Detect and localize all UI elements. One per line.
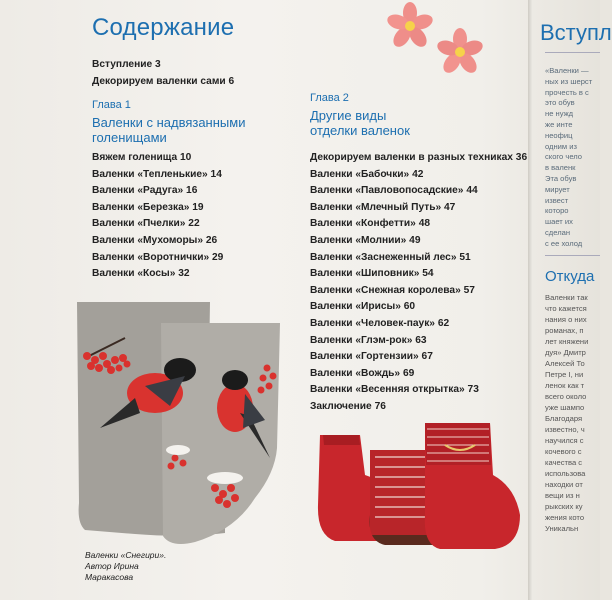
illustration-caption: Валенки «Снегири». Автор Ирина Маракасова bbox=[85, 550, 167, 582]
rubber-boots-crochet-illustration bbox=[315, 415, 525, 555]
felt-boots-bullfinch-illustration bbox=[75, 298, 290, 548]
chapter1-label: Глава 1 bbox=[92, 99, 131, 111]
toc-entry[interactable]: Декорируем валенки в разных техниках 36 bbox=[310, 152, 528, 163]
chapter2-label: Глава 2 bbox=[310, 92, 349, 104]
toc-entry[interactable]: Валенки «Молнии» 49 bbox=[310, 234, 421, 246]
toc-entry[interactable]: Валенки «Тепленькие» 14 bbox=[92, 168, 222, 180]
toc-entry[interactable]: Валенки «Заснеженный лес» 51 bbox=[310, 251, 471, 263]
divider bbox=[545, 52, 600, 53]
divider bbox=[545, 255, 600, 256]
flowers-decoration bbox=[380, 2, 490, 82]
toc-entry[interactable]: Валенки «Глэм-рок» 63 bbox=[310, 334, 427, 346]
right-page-body: Валенки так что кажется нания о них романах, п лет княжени дуя» Дмитр Алексей То Петре I, ни ленок как т всего около уже шампо Благодаря известно, ч научился с кочевого с качества с использова находки от вещи из н рыкских ку жения кото Уникальн bbox=[545, 293, 589, 533]
toc-entry[interactable]: Валенки «Павловопосадские» 44 bbox=[310, 185, 478, 197]
toc-entry[interactable]: Заключение 76 bbox=[310, 400, 386, 412]
toc-entry[interactable]: Валенки «Конфетти» 48 bbox=[310, 218, 431, 230]
toc-entry[interactable]: Валенки «Воротнички» 29 bbox=[92, 251, 224, 263]
toc-entry[interactable]: Валенки «Гортензии» 67 bbox=[310, 351, 433, 363]
toc-entry[interactable]: Валенки «Весенняя открытка» 73 bbox=[310, 384, 479, 396]
toc-entry[interactable]: Декорируем валенки сами 6 bbox=[92, 75, 235, 87]
toc-entry[interactable]: Валенки «Снежная королева» 57 bbox=[310, 284, 475, 296]
toc-entry[interactable]: Валенки «Человек-паук» 62 bbox=[310, 317, 450, 329]
toc-entry[interactable]: Валенки «Мухоморы» 26 bbox=[92, 234, 218, 246]
toc-entry[interactable]: Валенки «Косы» 32 bbox=[92, 268, 190, 280]
toc-chapter1 bbox=[92, 150, 223, 283]
chapter1-name: Валенки с надвязанными голенищами bbox=[92, 115, 246, 145]
right-page-subtitle: Откуда bbox=[545, 268, 595, 285]
book-spine bbox=[528, 0, 532, 600]
toc-entry[interactable]: Валенки «Радуга» 16 bbox=[92, 185, 198, 197]
toc-entry[interactable]: Валенки «Вождь» 69 bbox=[310, 367, 415, 379]
page-title: Содержание bbox=[92, 14, 235, 41]
toc-entry[interactable]: Валенки «Пчелки» 22 bbox=[92, 218, 200, 230]
toc-chapter2 bbox=[310, 150, 527, 416]
toc-entry[interactable]: Валенки «Шиповник» 54 bbox=[310, 268, 434, 280]
toc-entry[interactable]: Валенки «Млечный Путь» 47 bbox=[310, 201, 456, 213]
toc-entry[interactable]: Вступление 3 bbox=[92, 59, 161, 70]
toc-entry[interactable]: Валенки «Бабочки» 42 bbox=[310, 168, 424, 180]
toc-intro bbox=[92, 57, 234, 90]
toc-entry[interactable]: Валенки «Березка» 19 bbox=[92, 201, 204, 213]
right-page-title: Вступл bbox=[540, 20, 612, 45]
right-page-intro: «Валенки — ных из шерст прочесть в с это обув не нужд же инте неофиц одним из ского чело в валенк Эта обув мирует извест которо шает их сделан с ее холод bbox=[545, 66, 593, 248]
toc-entry[interactable]: Валенки «Ирисы» 60 bbox=[310, 301, 416, 313]
toc-entry[interactable]: Вяжем голенища 10 bbox=[92, 152, 192, 163]
chapter2-name: Другие виды отделки валенок bbox=[310, 108, 410, 138]
